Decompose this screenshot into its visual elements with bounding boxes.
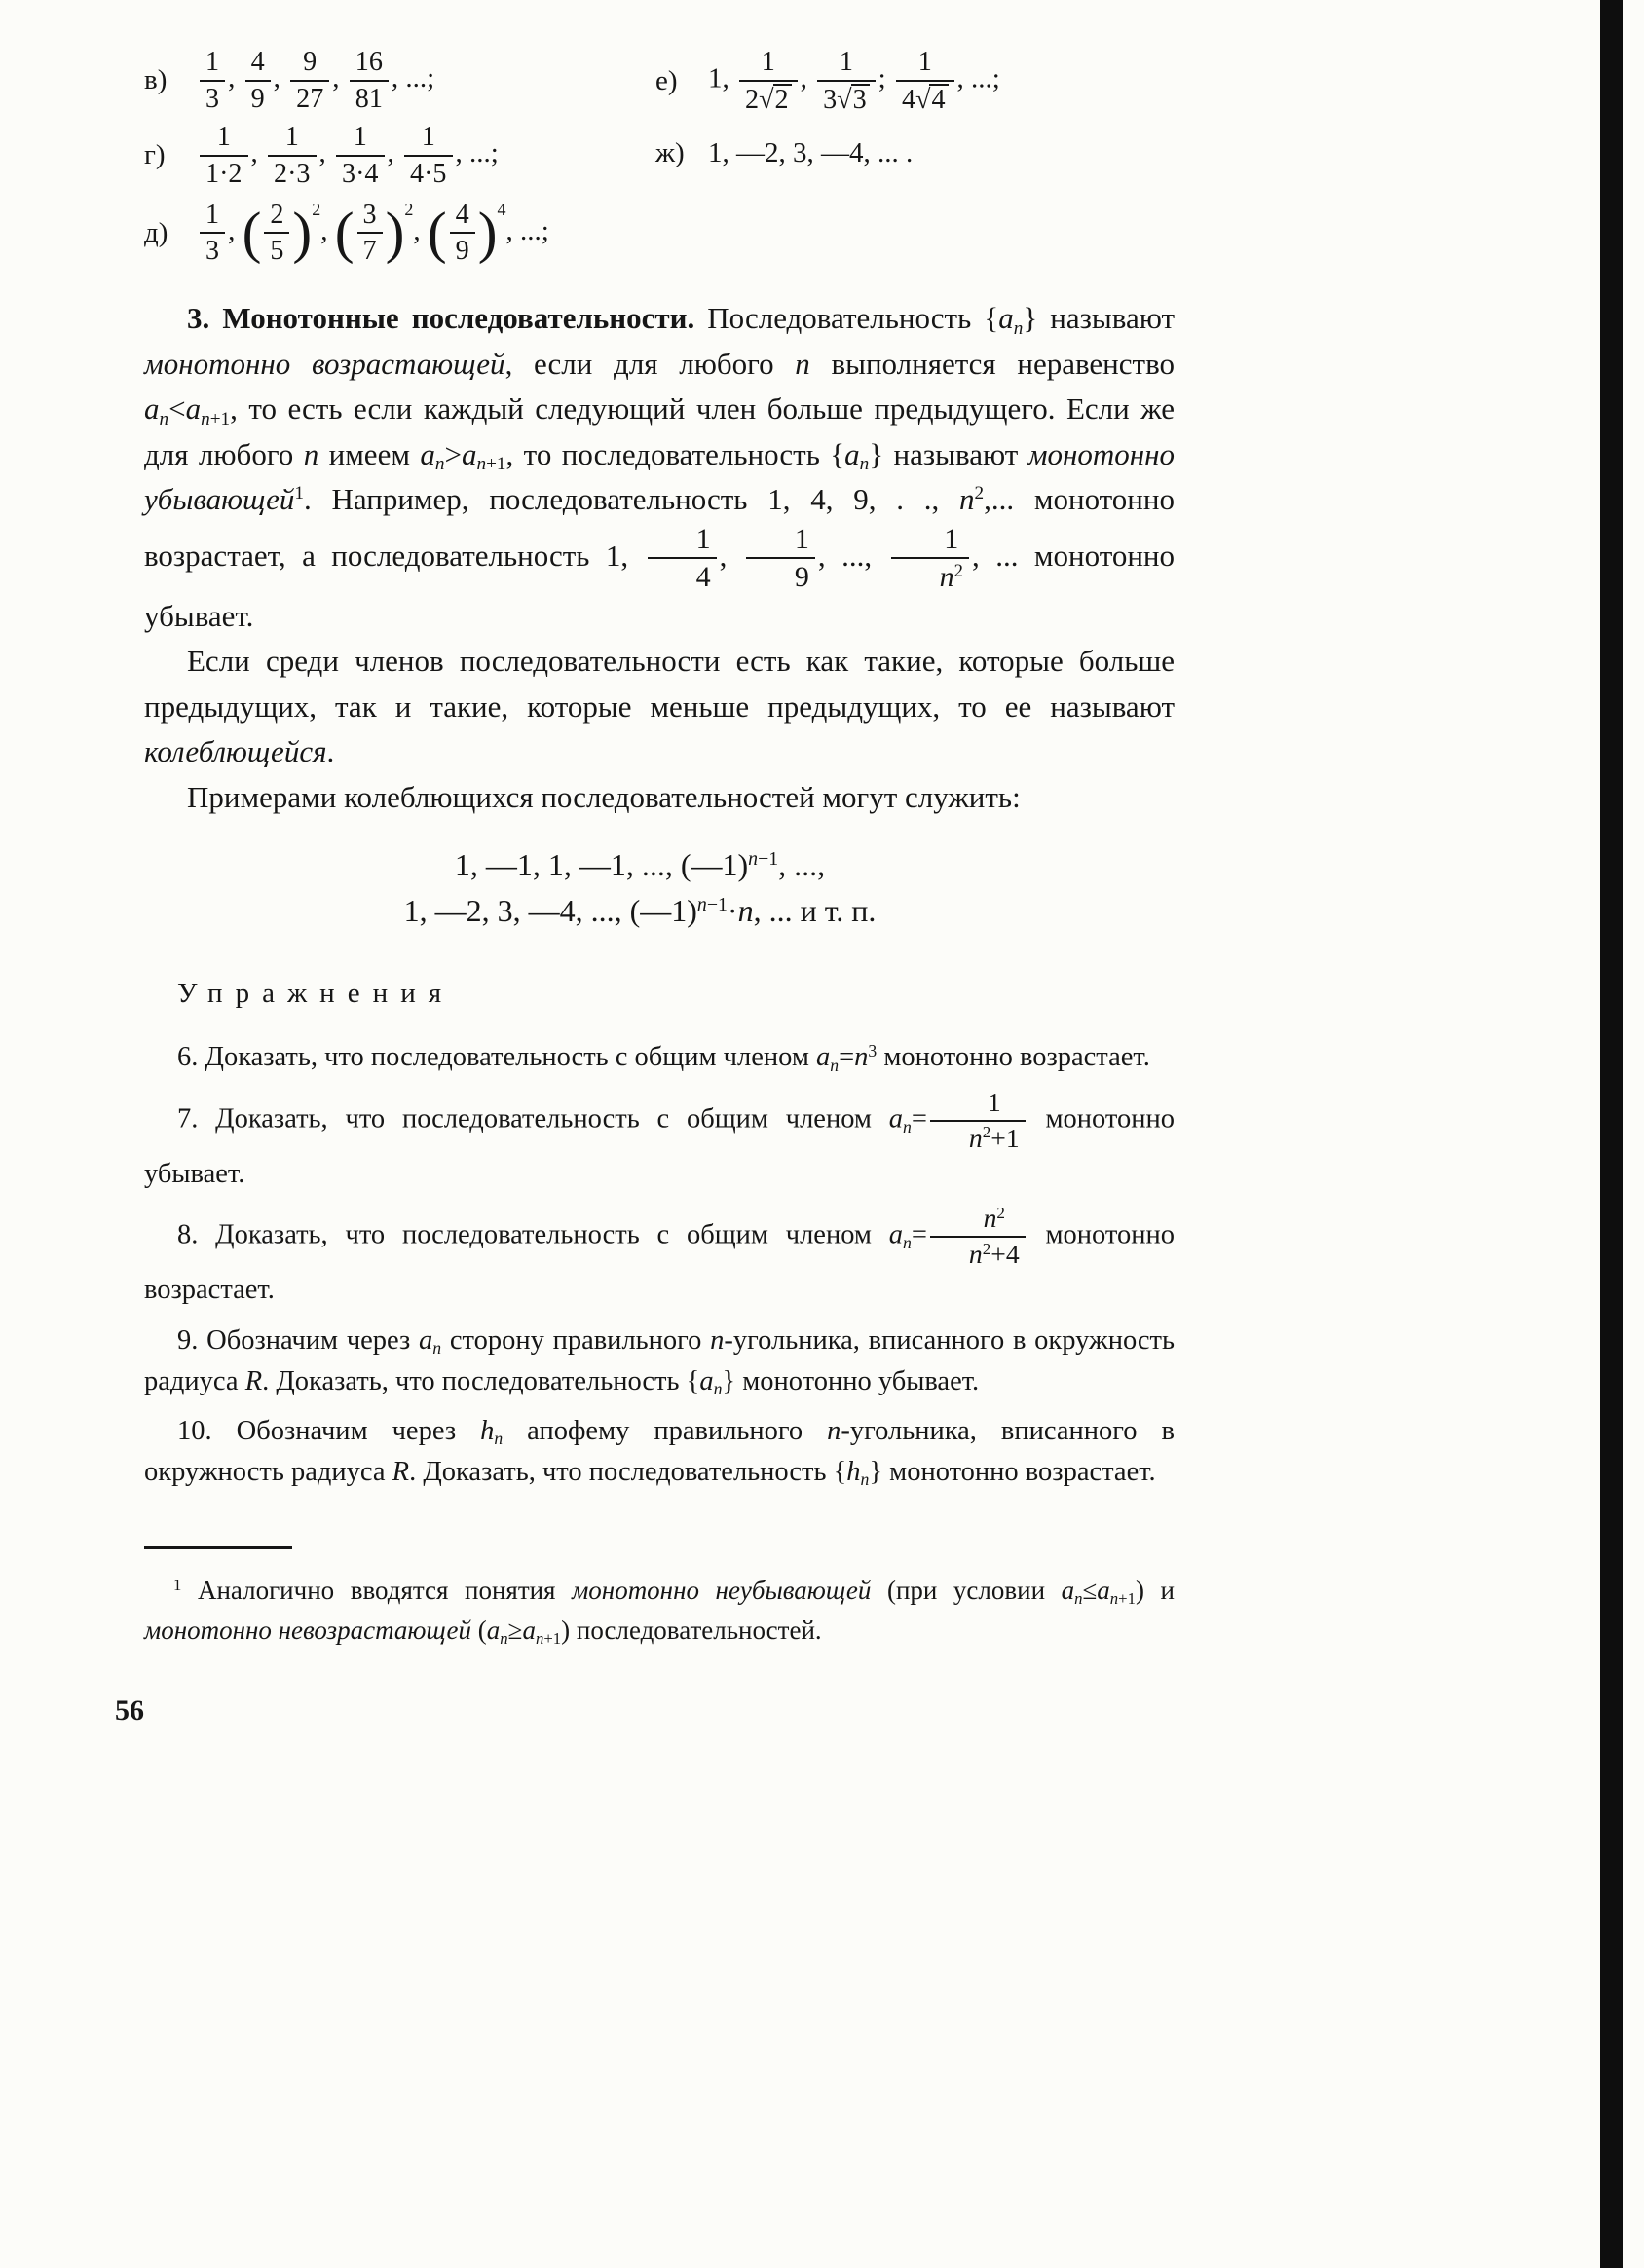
exercise-6: 6. Доказать, что последовательность с общим членом $a_n=n^3$ монотонно возрастает. (177, 1040, 1150, 1075)
page-content (115, 47, 1176, 1728)
sequence-math-zh: 1, —2, 3, —4, ... . (708, 136, 914, 168)
sequence-examples-block (144, 47, 1175, 277)
display-formula-line-1: 1, —1, 1, —1, ..., (—1)$^{n-1}$, ..., (454, 847, 826, 883)
sequence-row-g (144, 122, 602, 189)
scan-edge-bar (1600, 0, 1623, 2268)
paragraph-examples-intro: Примерами колеблющихся последовательностей могут служить: (187, 779, 1021, 814)
sequence-examples-right-column (602, 47, 1175, 277)
sequence-math-e: 1, $\frac{1}{2√2}$ , $\frac{1}{3√3}$ ; $\frac{1}{4√4}$ , ...; (708, 47, 1000, 115)
footnote-text: $^1$ Аналогично вводятся понятия монотонно неубывающей (при условии $a_n\le a_{n+1}$) и монотонно невозрастающей $(a_n\ge a_{n+1})$ последовательностей. (144, 1576, 1175, 1648)
sequence-row-zh (655, 123, 1175, 183)
exercises-heading: Упражнения (177, 978, 455, 1010)
sequence-row-e (655, 47, 1175, 115)
exercise-8: 8. Доказать, что последовательность с общим членом $a_n=$ $\frac{n^2}{n^2+4}$ монотонно возрастает. (144, 1203, 1175, 1306)
paragraph-oscillating-definition: Если среди членов последовательности есть как такие, которые больше предыдущих, так и такие, которые меньше предыдущих, то ее называют колеблющейся. (144, 644, 1175, 769)
sequence-label-e: е) (655, 64, 678, 96)
sequence-label-d: д) (144, 216, 168, 248)
display-formula-block (144, 847, 1136, 929)
sequence-row-d (144, 197, 602, 269)
exercise-7: 7. Доказать, что последовательность с общим членом $a_n=$ $\frac{1}{n^2+1}$ монотонно убывает. (144, 1086, 1175, 1189)
display-formula-line-2: 1, —2, 3, —4, ..., (—1)$^{n-1}$·n, ... и т. п. (403, 893, 877, 929)
exercise-10: 10. Обозначим через $h_n$ апофему правильного n-угольника, вписанного в окружность радиуса R. Доказать, что последовательность $\{h_n\}$ монотонно возрастает. (144, 1416, 1175, 1490)
sequence-label-g: г) (144, 139, 166, 170)
footnote-rule (144, 1546, 292, 1549)
sequence-row-v (144, 47, 602, 114)
paragraph-monotone-definition: 3. Монотонные последовательности. Последовательность $\{a_n\}$ называют монотонно возрастающей, если для любого n выполняется неравенство $a_n<a_{n+1}$, то есть если каждый следующий член больше предыдущего. Если же для любого n имеем $a_n>a_{n+1}$, то последовательность $\{a_n\}$ называют монотонно убывающей$^1$. Например, последовательность 1, 4, 9, . ., $n^2$,... монотонно возрастает, а последовательность 1, $\frac{1}{4}$ , $\frac{1}{9}$ , ..., $\frac{1}{n^2}$ , ... монотонно убывает. (144, 301, 1176, 633)
sequence-label-zh: ж) (655, 136, 685, 168)
sequence-examples-left-column (144, 47, 602, 277)
sequence-math-d: $\frac{1}{3}$ , ( $\frac{2}{5}$ )$^2$, ( $\frac{3}{7}$ )$^2$, ( $\frac{4}{9}$ )$^4$, ...; (197, 200, 549, 267)
page-number: 56 (115, 1694, 144, 1728)
exercise-9: 9. Обозначим через $a_n$ сторону правильного n-угольника, вписанного в окружность радиуса R. Доказать, что последовательность $\{a_n\}$ монотонно убывает. (144, 1324, 1176, 1398)
sequence-label-v: в) (144, 64, 168, 95)
sequence-math-v: $\frac{1}{3}$ , $\frac{4}{9}$ , $\frac{9}{27}$ , $\frac{16}{81}$ , ...; (197, 47, 434, 114)
sequence-math-g: $\frac{1}{1\cdot 2}$ , $\frac{1}{2\cdot 3}$ , $\frac{1}{3\cdot 4}$ , $\frac{1}{4\cdot 5}$ , ...; (197, 122, 499, 189)
